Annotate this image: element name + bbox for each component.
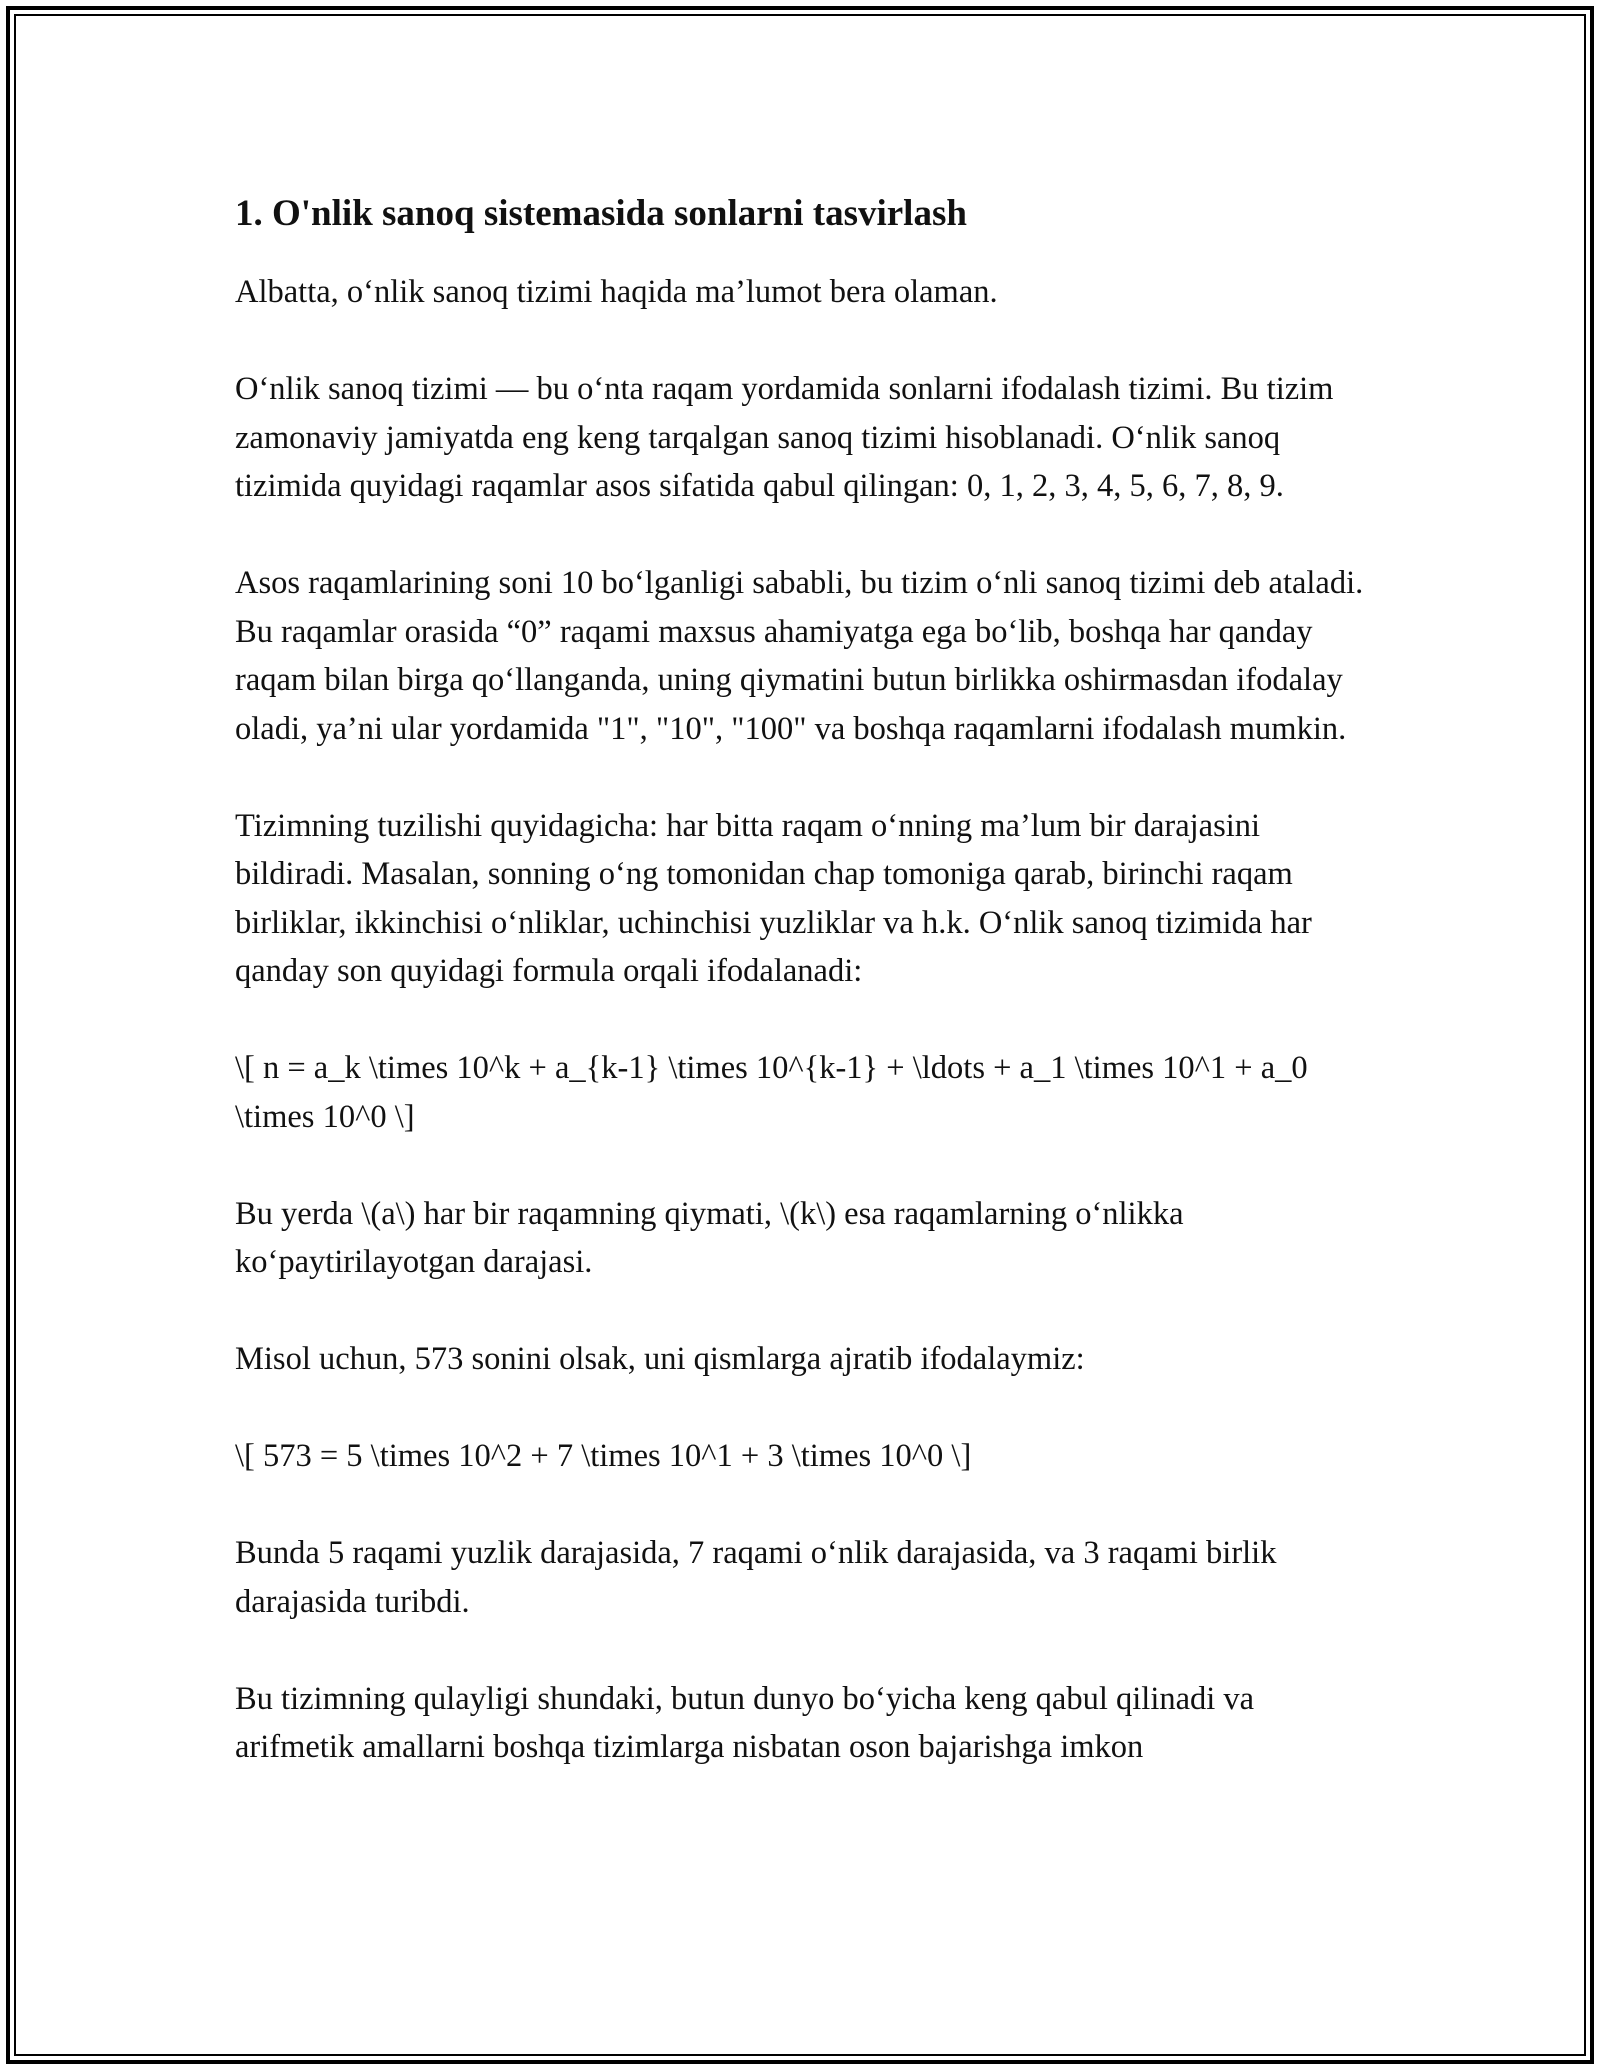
paragraph-intro: Albatta, o‘nlik sanoq tizimi haqida ma’lumot bera olaman. <box>235 274 998 310</box>
paragraph-base-digits: Asos raqamlarining soni 10 bo‘lganligi sababli, bu tizim o‘nli sanoq tizimi deb ataladi. Bu raqamlar orasida “0” raqami maxsus ahamiyatga ega bo‘lib, boshqa har qanday raqam bilan birga qo‘llanganda, uning qiymatini butun birlikka oshirmasdan ifodalay oladi, ya’ni ular yordamida "1", "10", "100" va boshqa raqamlarni ifodalash mumkin. <box>235 565 1364 747</box>
formula-example: \[ 573 = 5 \times 10^2 + 7 \times 10^1 + 3 \times 10^0 \] <box>235 1438 972 1474</box>
paragraph-conclusion: Bu tizimning qulayligi shundaki, butun dunyo bo‘yicha keng qabul qilinadi va arifmetik amallarni boshqa tizimlarga nisbatan oson bajarishga imkon <box>235 1680 1255 1765</box>
paragraph-example-explanation: Bunda 5 raqami yuzlik darajasida, 7 raqami o‘nlik darajasida, va 3 raqami birlik darajasida turibdi. <box>235 1535 1277 1620</box>
paragraph-structure: Tizimning tuzilishi quyidagicha: har bitta raqam o‘nning ma’lum bir darajasini bildiradi. Masalan, sonning o‘ng tomonidan chap tomoniga qarab, birinchi raqam birliklar, ikkinchisi o‘nliklar, uchinchisi yuzliklar va h.k. O‘nlik sanoq tizimida har qanday son quyidagi formula orqali ifodalanadi: <box>235 807 1312 989</box>
paragraph-example-intro: Misol uchun, 573 sonini olsak, uni qismlarga ajratib ifodalaymiz: <box>235 1341 1085 1377</box>
paragraph-definition: O‘nlik sanoq tizimi — bu o‘nta raqam yordamida sonlarni ifodalash tizimi. Bu tizim zamonaviy jamiyatda eng keng tarqalgan sanoq tizimi hisoblanadi. O‘nlik sanoq tizimida quyidagi raqamlar asos sifatida qabul qilingan: 0, 1, 2, 3, 4, 5, 6, 7, 8, 9. <box>235 371 1334 504</box>
paragraph-formula-explanation: Bu yerda \(a\) har bir raqamning qiymati, \(k\) esa raqamlarning o‘nlikka ko‘paytirilayotgan darajasi. <box>235 1195 1184 1280</box>
section-heading: 1. O'nlik sanoq sistemasida sonlarni tasvirlash <box>235 193 967 234</box>
document-body <box>235 182 1375 1820</box>
formula-general: \[ n = a_k \times 10^k + a_{k-1} \times 10^{k-1} + \ldots + a_1 \times 10^1 + a_0 \times 10^0 \] <box>235 1050 1308 1135</box>
